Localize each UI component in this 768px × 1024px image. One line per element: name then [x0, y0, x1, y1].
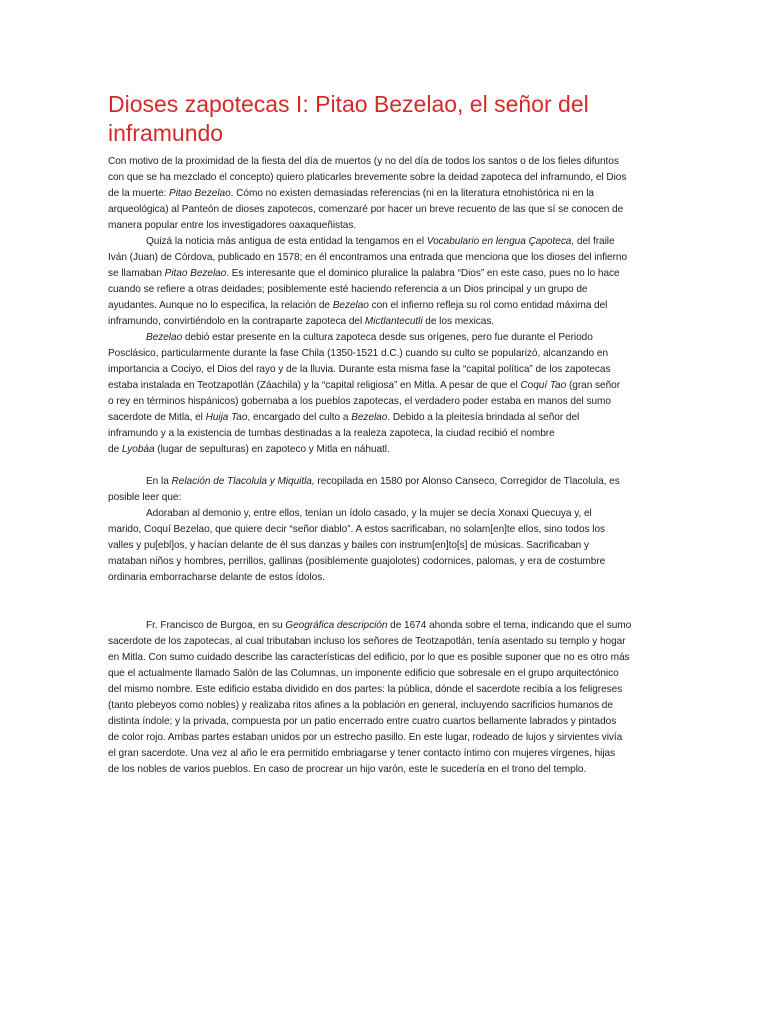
text-run: importancia a Cociyo, el Dios del rayo y de la lluvia. Durante esta misma fase la “capital política” de los zapotecas — [108, 364, 611, 375]
text-run: estaba instalada en Teotzapotlán (Záachila) y la “capital religiosa” en Mitla. A pesar de que el — [108, 380, 521, 391]
text-run: mataban niños y hombres, perrillos, gallinas (posiblemente guajolotes) codornices, palomas, y era de costumbre — [108, 556, 606, 567]
text-line — [108, 762, 668, 778]
text-run: Quizá la noticia más antigua de esta entidad la tengamos en el — [146, 236, 427, 247]
text-line — [108, 442, 668, 458]
italic-text: Bezelao — [351, 412, 388, 423]
text-line — [108, 570, 668, 586]
text-run: con que se ha mezclado el concepto) quiero platicarles brevemente sobre la deidad zapoteca del inframundo, el Dios — [108, 172, 627, 183]
italic-text: Pitao Bezelao — [164, 268, 227, 279]
blank-line — [108, 586, 668, 602]
text-run: , encargado del culto a — [247, 412, 352, 423]
text-run: (tanto plebeyos como nobles) y realizaba ritos afines a la población en general, incluyendo sacrificios humanos de — [108, 700, 613, 711]
text-run: ayudantes. Aunque no lo especifica, la relación de — [108, 300, 333, 311]
text-run: (lugar de sepulturas) en zapoteco y Mitla en náhuatl. — [154, 444, 390, 455]
text-line — [108, 410, 668, 426]
text-run: de los nobles de varios pueblos. En caso de procrear un hijo varón, este le sucedería en el trono del templo. — [108, 764, 587, 775]
text-line — [108, 506, 668, 522]
italic-text: Coquí Tao — [520, 380, 567, 391]
text-run: Con motivo de la proximidad de la fiesta del día de muertos (y no del día de todos los santos o de los fieles difuntos — [108, 156, 619, 167]
text-line — [108, 266, 668, 282]
text-line — [108, 698, 668, 714]
text-line — [108, 346, 668, 362]
italic-text: Mictlantecutli — [364, 316, 423, 327]
text-line — [108, 714, 668, 730]
italic-text: Geográfica descripción — [285, 620, 388, 631]
text-line — [108, 730, 668, 746]
text-run: distinta índole; y la privada, compuesta por un patio encerrado entre cuatro cuartos bellamente labrados y pintados — [108, 716, 617, 727]
text-run: posible leer que: — [108, 492, 182, 503]
text-run: sacerdote de los zapotecas, al cual tributaban incluso los señores de Teotzapotlán, tenía asentado su templo y hogar — [108, 636, 626, 647]
text-line — [108, 218, 668, 234]
text-run: Iván (Juan) de Córdova, publicado en 1578; en él encontramos una entrada que menciona que los dioses del infierno — [108, 252, 628, 263]
text-run: sacerdote de Mitla, el — [108, 412, 206, 423]
text-run: de — [108, 444, 122, 455]
text-line — [108, 282, 668, 298]
text-line — [108, 170, 668, 186]
text-run: que el actualmente llamado Salón de las Columnas, un imponente edificio que sobresale en el grupo arquitectónico — [108, 668, 619, 679]
italic-text: Relación de Tlacolula y Miquitla, — [171, 476, 315, 487]
text-line — [108, 394, 668, 410]
text-run: debió estar presente en la cultura zapoteca desde sus orígenes, pero fue durante el Periodo — [182, 332, 593, 343]
text-run: inframundo, convirtiéndolo en la contraparte zapoteca del — [108, 316, 365, 327]
text-line — [108, 202, 668, 218]
text-run: manera popular entre los investigadores oaxaqueñistas. — [108, 220, 357, 231]
text-run: ordinaria emborracharse delante de estos ídolos. — [108, 572, 325, 583]
text-run: inframundo y a la existencia de tumbas destinadas a la realeza zapoteca, la ciudad recibió el nombre — [108, 428, 555, 439]
text-line — [108, 554, 668, 570]
blank-line — [108, 458, 668, 474]
text-run: de 1674 ahonda sobre el tema, indicando que el sumo — [387, 620, 632, 631]
text-run: marido, Coquí Bezelao, que quiere decir “señor diablo”. A estos sacrificaban, no solam[en]te ellos, sino todos los — [108, 524, 606, 535]
text-line — [108, 378, 668, 394]
text-run: en Mitla. Con sumo cuidado describe las características del edificio, por lo que es posible suponer que no es otro más — [108, 652, 630, 663]
text-run: del mismo nombre. Este edificio estaba dividido en dos partes: la pública, dónde el sacerdote recibía a los feligreses — [108, 684, 623, 695]
text-run: o rey en términos hispánicos) gobernaba a los pueblos zapotecas, el verdadero poder estaba en manos del sumo — [108, 396, 611, 407]
text-run: . Debido a la pleitesía brindada al señor del — [387, 412, 580, 423]
text-line — [108, 666, 668, 682]
text-run: En la — [146, 476, 172, 487]
text-run: (gran señor — [566, 380, 621, 391]
text-run: Adoraban al demonio y, entre ellos, tenían un ídolo casado, y la mujer se decía Xonaxi Quecuya y, el — [146, 508, 592, 519]
text-run: el gran sacerdote. Una vez al año le era permitido embriagarse y tener contacto íntimo con mujeres vírgenes, hijas — [108, 748, 616, 759]
text-line — [108, 538, 668, 554]
text-line — [108, 490, 668, 506]
text-run: Posclásico, particularmente durante la fase Chila (1350-1521 d.C.) cuando su culto se popularizó, alcanzando en — [108, 348, 609, 359]
italic-text: Lyobáa — [121, 444, 155, 455]
text-line — [108, 234, 668, 250]
text-run: arqueológica) al Panteón de dioses zapotecos, comenzaré por hacer un breve recuento de las que sí se conocen de — [108, 204, 624, 215]
text-run: con el infierno refleja su rol como entidad máxima del — [368, 300, 608, 311]
text-line — [108, 426, 668, 442]
text-line — [108, 618, 668, 634]
text-run: recopilada en 1580 por Alonso Canseco, Corregidor de Tlacolula, es — [314, 476, 620, 487]
text-line — [108, 250, 668, 266]
italic-text: Vocabulario en lengua Çapoteca, — [426, 236, 575, 247]
text-run: . Cómo no existen demasiadas referencias (ni en la literatura etnohistórica ni en la — [230, 188, 594, 199]
text-line — [108, 746, 668, 762]
text-line — [108, 650, 668, 666]
text-run: Fr. Francisco de Burgoa, en su — [146, 620, 286, 631]
text-run: de los mexicas. — [422, 316, 495, 327]
text-run: cuando se refiere a otras deidades; posiblemente esté haciendo referencia a un Dios principal y un grupo de — [108, 284, 588, 295]
text-run: valles y pu[ebl]os, y hacían delante de él sus danzas y bailes con instrum[en]to[s] de músicas. Sacrificaban y — [108, 540, 589, 551]
text-run: de color rojo. Ambas partes estaban unidos por un estrecho pasillo. En este lugar, rodeado de lujos y sirvientes vivía — [108, 732, 623, 743]
text-line — [108, 362, 668, 378]
title-line: Dioses zapotecas I: Pitao Bezelao, el señor del — [108, 91, 589, 117]
document-page — [108, 90, 668, 778]
text-line — [108, 298, 668, 314]
text-line — [108, 634, 668, 650]
text-line — [108, 154, 668, 170]
text-line — [108, 186, 668, 202]
text-run: . Es interesante que el dominico pluralice la palabra “Dios” en este caso, pues no lo hace — [226, 268, 620, 279]
document-body — [108, 154, 668, 778]
italic-text: Pitao Bezelao — [169, 188, 231, 199]
italic-text: Huija Tao — [205, 412, 248, 423]
title-line: inframundo — [108, 120, 224, 146]
document-title — [108, 90, 668, 148]
text-line — [108, 682, 668, 698]
text-line — [108, 474, 668, 490]
italic-text: Bezelao — [332, 300, 369, 311]
text-run: del fraile — [574, 236, 615, 247]
text-line — [108, 522, 668, 538]
text-line — [108, 330, 668, 346]
blank-line — [108, 602, 668, 618]
text-run: de la muerte: — [108, 188, 170, 199]
text-line — [108, 314, 668, 330]
text-run: se llamaban — [108, 268, 165, 279]
italic-text: Bezelao — [146, 332, 183, 343]
